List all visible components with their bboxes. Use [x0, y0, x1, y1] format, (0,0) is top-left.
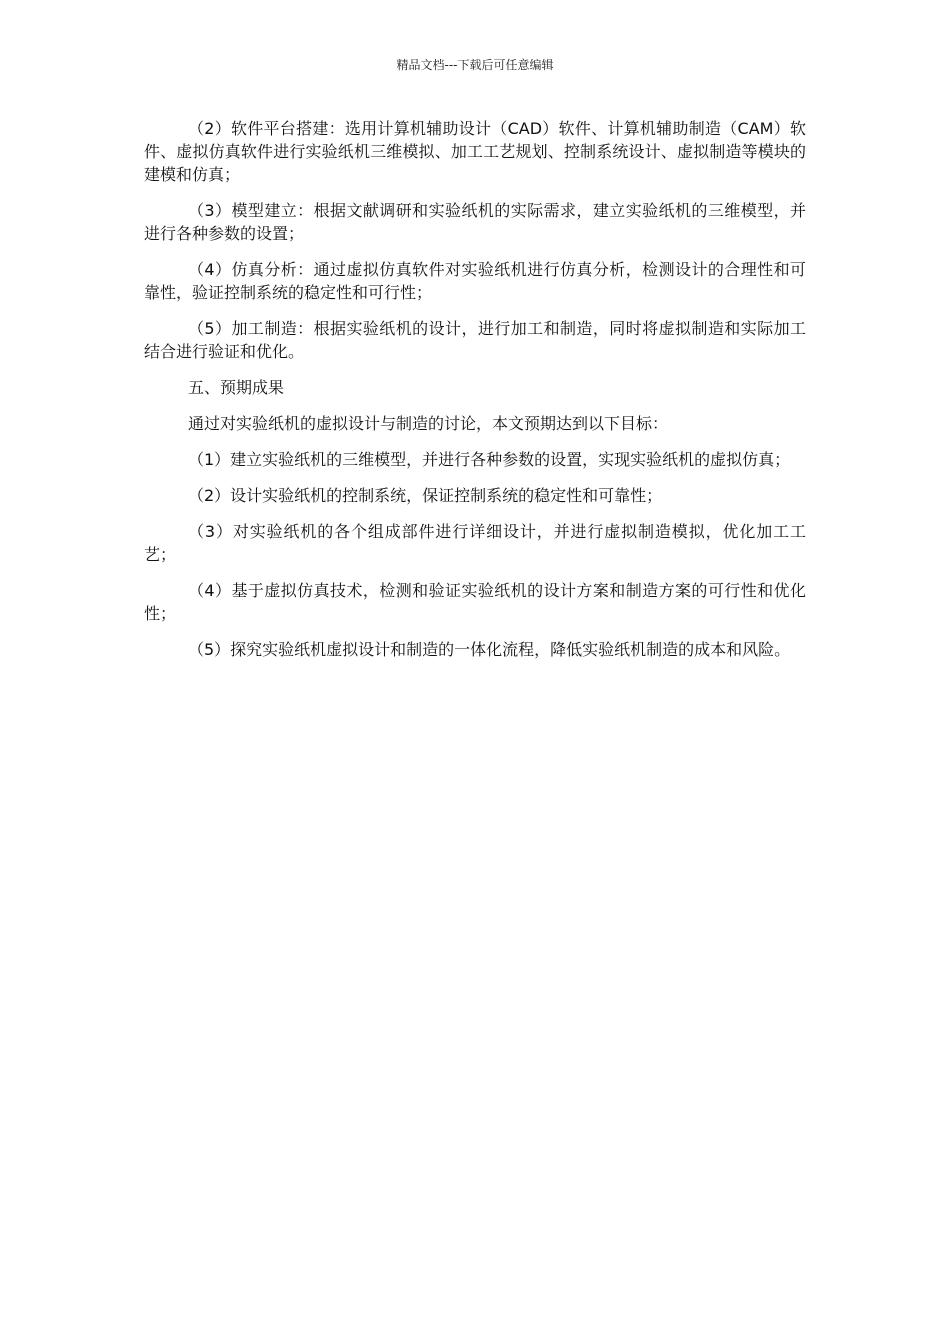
- list-item-goal-1: （1）建立实验纸机的三维模型，并进行各种参数的设置，实现实验纸机的虚拟仿真；: [188, 450, 791, 469]
- paragraph-software-platform: （2）软件平台搭建：选用计算机辅助设计（CAD）软件、计算机辅助制造（CAM）软件、虚拟仿真软件进行实验纸机三维模拟、加工工艺规划、控制系统设计、虚拟制造等模块的建模和仿真；: [144, 119, 806, 184]
- paragraph-intro-goals: 通过对实验纸机的虚拟设计与制造的讨论，本文预期达到以下目标：: [188, 414, 669, 433]
- paragraph-model-building: （3）模型建立：根据文献调研和实验纸机的实际需求，建立实验纸机的三维模型，并进行各种参数的设置；: [144, 201, 806, 243]
- paragraph-manufacturing: （5）加工制造：根据实验纸机的设计，进行加工和制造，同时将虚拟制造和实际加工结合进行验证和优化。: [144, 319, 806, 361]
- list-item-goal-2: （2）设计实验纸机的控制系统，保证控制系统的稳定性和可靠性；: [188, 486, 663, 505]
- paragraph-simulation-analysis: （4）仿真分析：通过虚拟仿真软件对实验纸机进行仿真分析，检测设计的合理性和可靠性，验证控制系统的稳定性和可行性；: [144, 260, 806, 302]
- list-item-goal-5: （5）探究实验纸机虚拟设计和制造的一体化流程，降低实验纸机制造的成本和风险。: [188, 640, 791, 659]
- list-item-goal-4: （4）基于虚拟仿真技术，检测和验证实验纸机的设计方案和制造方案的可行性和优化性；: [144, 581, 806, 623]
- page-header: 精品文档---下载后可任意编辑: [396, 58, 554, 72]
- section-heading-expected-results: 五、预期成果: [188, 378, 285, 397]
- list-item-goal-3: （3）对实验纸机的各个组成部件进行详细设计，并进行虚拟制造模拟，优化加工工艺；: [144, 522, 806, 564]
- document-body: [144, 117, 806, 674]
